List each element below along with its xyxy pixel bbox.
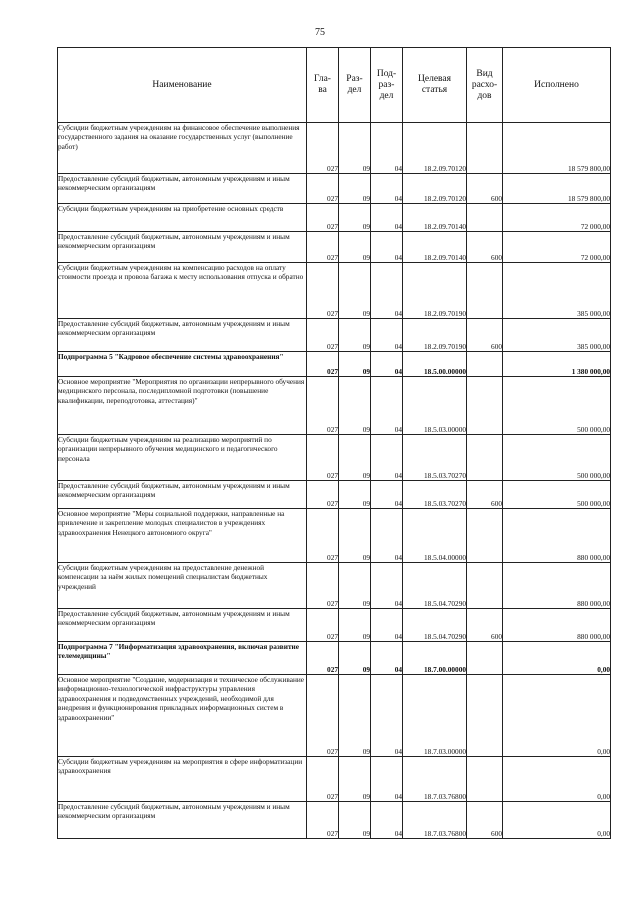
- header-executed: Исполнено: [503, 48, 611, 123]
- row-subsection: 04: [371, 802, 403, 839]
- row-expense-type: [467, 123, 503, 174]
- header-target: Целевая статья: [403, 48, 467, 123]
- row-section: 09: [339, 174, 371, 204]
- row-section: 09: [339, 642, 371, 675]
- row-name: Предоставление субсидий бюджетным, автономным учреждениям и иным некоммерческим организациям: [58, 609, 307, 642]
- row-chapter: 027: [307, 642, 339, 675]
- table-row: [58, 675, 611, 757]
- table-row: [58, 435, 611, 481]
- row-executed: 72 000,00: [503, 204, 611, 232]
- row-executed: 880 000,00: [503, 563, 611, 609]
- table-row: [58, 263, 611, 319]
- table-row: [58, 563, 611, 609]
- row-expense-type: [467, 757, 503, 802]
- row-expense-type: [467, 352, 503, 377]
- row-name: Предоставление субсидий бюджетным, автономным учреждениям и иным некоммерческим организациям: [58, 232, 307, 263]
- row-subsection: 04: [371, 757, 403, 802]
- row-section: 09: [339, 232, 371, 263]
- row-name: Предоставление субсидий бюджетным, автономным учреждениям и иным некоммерческим организациям: [58, 319, 307, 352]
- row-chapter: 027: [307, 204, 339, 232]
- row-subsection: 04: [371, 481, 403, 509]
- header-expense-type: Вид расхо- дов: [467, 48, 503, 123]
- row-target: 18.5.03.00000: [403, 377, 467, 435]
- row-subsection: 04: [371, 435, 403, 481]
- row-subsection: 04: [371, 642, 403, 675]
- row-expense-type: [467, 509, 503, 563]
- row-name: Субсидии бюджетным учреждениям на финансовое обеспечение выполнения государственного задания на оказание государственных услуг (выполнение работ): [58, 123, 307, 174]
- row-executed: 880 000,00: [503, 509, 611, 563]
- row-name: Предоставление субсидий бюджетным, автономным учреждениям и иным некоммерческим организациям: [58, 802, 307, 839]
- row-name: Предоставление субсидий бюджетным, автономным учреждениям и иным некоммерческим организациям: [58, 481, 307, 509]
- table-row: [58, 319, 611, 352]
- row-chapter: 027: [307, 609, 339, 642]
- row-section: 09: [339, 435, 371, 481]
- row-chapter: 027: [307, 377, 339, 435]
- row-subsection: 04: [371, 123, 403, 174]
- row-executed: 385 000,00: [503, 263, 611, 319]
- row-target: 18.5.04.70290: [403, 563, 467, 609]
- row-subsection: 04: [371, 263, 403, 319]
- row-executed: 0,00: [503, 642, 611, 675]
- header-subsection: Под- раз- дел: [371, 48, 403, 123]
- row-expense-type: [467, 563, 503, 609]
- row-expense-type: [467, 263, 503, 319]
- row-target: 18.5.03.70270: [403, 435, 467, 481]
- table-header-row: [58, 48, 611, 123]
- row-subsection: 04: [371, 204, 403, 232]
- row-chapter: 027: [307, 174, 339, 204]
- row-executed: 385 000,00: [503, 319, 611, 352]
- row-section: 09: [339, 352, 371, 377]
- row-target: 18.2.09.70190: [403, 263, 467, 319]
- table-row: [58, 123, 611, 174]
- row-expense-type: 600: [467, 174, 503, 204]
- row-section: 09: [339, 263, 371, 319]
- table-row: [58, 481, 611, 509]
- row-chapter: 027: [307, 263, 339, 319]
- page-number: 75: [315, 27, 325, 38]
- row-subsection: 04: [371, 232, 403, 263]
- row-chapter: 027: [307, 757, 339, 802]
- table-body: [58, 123, 611, 839]
- row-expense-type: [467, 377, 503, 435]
- row-name: Предоставление субсидий бюджетным, автономным учреждениям и иным некоммерческим организациям: [58, 174, 307, 204]
- row-subsection: 04: [371, 609, 403, 642]
- header-name: Наименование: [58, 48, 307, 123]
- row-name: Основное мероприятие "Меры социальной поддержки, направленные на привлечение и закрепление молодых специалистов в учреждениях здравоохранения Ненецкого автономного округа": [58, 509, 307, 563]
- table-row: [58, 352, 611, 377]
- table-row: [58, 377, 611, 435]
- budget-execution-table: [57, 47, 611, 839]
- row-section: 09: [339, 675, 371, 757]
- table-row: [58, 204, 611, 232]
- row-chapter: 027: [307, 435, 339, 481]
- row-executed: 880 000,00: [503, 609, 611, 642]
- row-target: 18.5.04.70290: [403, 609, 467, 642]
- row-chapter: 027: [307, 675, 339, 757]
- row-expense-type: 600: [467, 609, 503, 642]
- row-executed: 500 000,00: [503, 481, 611, 509]
- row-expense-type: 600: [467, 481, 503, 509]
- row-executed: 0,00: [503, 757, 611, 802]
- row-section: 09: [339, 377, 371, 435]
- row-target: 18.5.03.70270: [403, 481, 467, 509]
- table-row: [58, 609, 611, 642]
- row-expense-type: 600: [467, 319, 503, 352]
- row-section: 09: [339, 204, 371, 232]
- row-section: 09: [339, 509, 371, 563]
- row-section: 09: [339, 609, 371, 642]
- header-section: Раз- дел: [339, 48, 371, 123]
- row-executed: 500 000,00: [503, 435, 611, 481]
- row-section: 09: [339, 757, 371, 802]
- row-expense-type: [467, 435, 503, 481]
- row-name: Субсидии бюджетным учреждениям на предоставление денежной компенсации за наём жилых помещений специалистам бюджетных учреждений: [58, 563, 307, 609]
- row-target: 18.5.04.00000: [403, 509, 467, 563]
- row-subsection: 04: [371, 352, 403, 377]
- row-target: 18.7.03.76800: [403, 802, 467, 839]
- row-section: 09: [339, 563, 371, 609]
- row-executed: 0,00: [503, 675, 611, 757]
- row-chapter: 027: [307, 563, 339, 609]
- row-subsection: 04: [371, 319, 403, 352]
- row-chapter: 027: [307, 319, 339, 352]
- row-expense-type: [467, 642, 503, 675]
- row-name: Субсидии бюджетным учреждениям на реализацию мероприятий по организации непрерывного обучения медицинского и педагогического персонала: [58, 435, 307, 481]
- row-target: 18.2.09.70120: [403, 123, 467, 174]
- row-expense-type: 600: [467, 232, 503, 263]
- row-chapter: 027: [307, 802, 339, 839]
- row-target: 18.7.03.00000: [403, 675, 467, 757]
- row-section: 09: [339, 123, 371, 174]
- table-row: [58, 509, 611, 563]
- table-row: [58, 174, 611, 204]
- table-row: [58, 642, 611, 675]
- row-subsection: 04: [371, 563, 403, 609]
- row-chapter: 027: [307, 123, 339, 174]
- row-target: 18.7.03.76800: [403, 757, 467, 802]
- row-subsection: 04: [371, 675, 403, 757]
- row-expense-type: 600: [467, 802, 503, 839]
- row-executed: 500 000,00: [503, 377, 611, 435]
- row-target: 18.7.00.00000: [403, 642, 467, 675]
- row-executed: 1 380 000,00: [503, 352, 611, 377]
- row-executed: 72 000,00: [503, 232, 611, 263]
- row-target: 18.2.09.70120: [403, 174, 467, 204]
- row-expense-type: [467, 675, 503, 757]
- row-target: 18.2.09.70140: [403, 232, 467, 263]
- row-name: Подпрограмма 5 "Кадровое обеспечение системы здравоохранения": [58, 352, 307, 377]
- row-chapter: 027: [307, 509, 339, 563]
- row-section: 09: [339, 802, 371, 839]
- row-section: 09: [339, 481, 371, 509]
- row-executed: 18 579 800,00: [503, 123, 611, 174]
- table-row: [58, 802, 611, 839]
- row-executed: 18 579 800,00: [503, 174, 611, 204]
- row-subsection: 04: [371, 174, 403, 204]
- row-chapter: 027: [307, 352, 339, 377]
- table-row: [58, 232, 611, 263]
- row-expense-type: [467, 204, 503, 232]
- row-target: 18.5.00.00000: [403, 352, 467, 377]
- row-chapter: 027: [307, 232, 339, 263]
- row-subsection: 04: [371, 509, 403, 563]
- row-chapter: 027: [307, 481, 339, 509]
- row-section: 09: [339, 319, 371, 352]
- row-target: 18.2.09.70140: [403, 204, 467, 232]
- row-subsection: 04: [371, 377, 403, 435]
- table-row: [58, 757, 611, 802]
- row-name: Основное мероприятие "Мероприятия по организации непрерывного обучения медицинского персонала, последипломной подготовки (повышение квалификации, переподготовка, аттестация)": [58, 377, 307, 435]
- row-name: Основное мероприятие "Создание, модернизация и техническое обслуживание информационно-технологической инфраструктуры управления здравоохранения и подведомственных учреждений, необходимой для внедрения и функционирования прикладных информационных систем в здравоохранении": [58, 675, 307, 757]
- row-target: 18.2.09.70190: [403, 319, 467, 352]
- header-chapter: Гла- ва: [307, 48, 339, 123]
- row-name: Субсидии бюджетным учреждениям на приобретение основных средств: [58, 204, 307, 232]
- row-name: Субсидии бюджетным учреждениям на компенсацию расходов на оплату стоимости проезда и провоза багажа к месту использования отпуска и обратно: [58, 263, 307, 319]
- row-name: Подпрограмма 7 "Информатизация здравоохранения, включая развитие телемедицины": [58, 642, 307, 675]
- row-name: Субсидии бюджетным учреждениям на мероприятия в сфере информатизации здравоохранения: [58, 757, 307, 802]
- row-executed: 0,00: [503, 802, 611, 839]
